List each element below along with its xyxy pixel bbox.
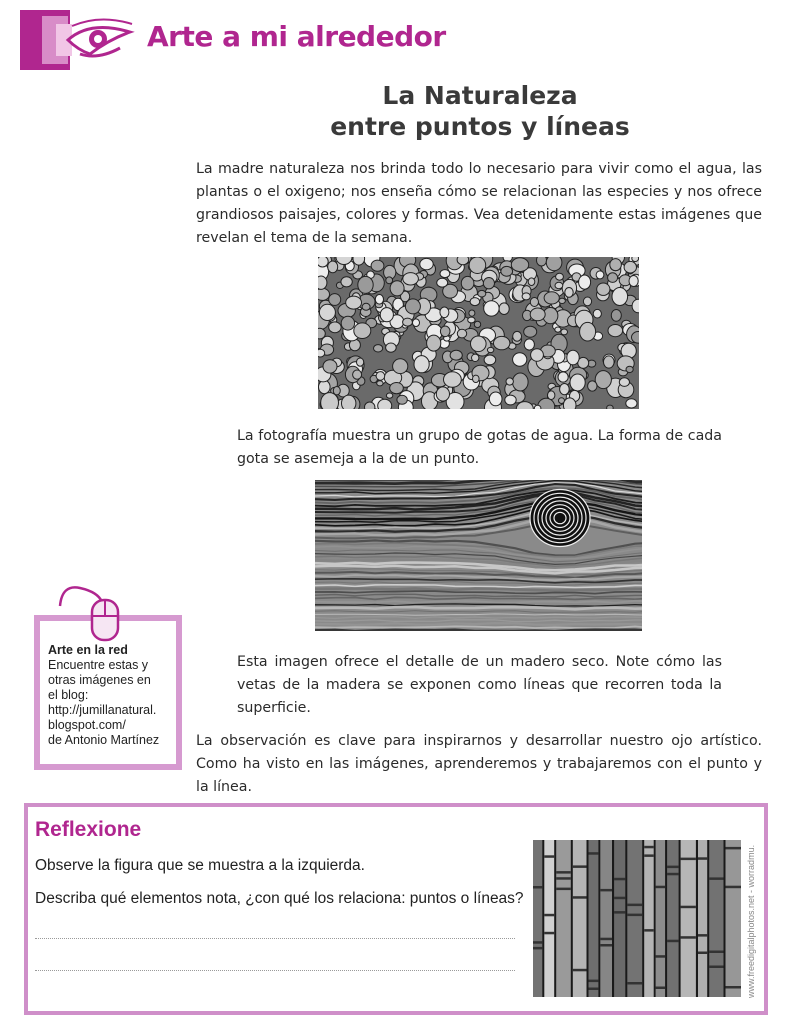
reflection-question: Describa qué elementos nota, ¿con qué los relaciona: puntos o líneas?	[35, 890, 524, 907]
lesson-title	[290, 80, 670, 142]
intro-paragraph: La madre naturaleza nos brinda todo lo necesario para vivir como el agua, las plantas o el oxigeno; nos enseña cómo se relacionan las especies y nos ofrece grandiosos paisajes, colores y formas. Vea detenidamente estas imágenes que revelan el tema de la semana.	[196, 161, 762, 246]
section-title: Arte a mi alrededor	[147, 20, 446, 53]
web-box-line: otras imágenes en	[48, 673, 151, 687]
web-box-line: Encuentre estas y	[48, 658, 149, 672]
web-box-author: de Antonio Martínez	[48, 733, 160, 747]
blog-link[interactable]: blogspot.com/	[48, 718, 126, 732]
reflection-title: Reflexione	[35, 818, 142, 841]
conclusion-paragraph: La observación es clave para inspirarnos y desarrollar nuestro ojo artístico. Como ha visto en las imágenes, aprenderemos y trabajaremos con el punto y la línea.	[196, 733, 762, 795]
lesson-title-line1: La Naturaleza	[382, 81, 578, 110]
bamboo-photo	[533, 840, 741, 997]
photo-credit: www.freedigitalphotos.net - worradmu.	[746, 844, 756, 998]
caption-dry-wood: Esta imagen ofrece el detalle de un madero seco. Note cómo las vetas de la madera se exponen como líneas que recorren toda la superficie.	[237, 654, 722, 716]
answer-line-2[interactable]	[35, 970, 515, 971]
lesson-title-line2: entre puntos y líneas	[330, 112, 630, 141]
web-box-title: Arte en la red	[48, 643, 128, 657]
computer-mouse-icon	[58, 580, 128, 642]
web-box-line: el blog:	[48, 688, 89, 702]
blog-link[interactable]: http://jumillanatural.	[48, 703, 157, 717]
section-logo-icon	[20, 10, 142, 70]
answer-line-1[interactable]	[35, 938, 515, 939]
dry-wood-photo	[315, 480, 642, 631]
reflection-instruction: Observe la figura que se muestra a la izquierda.	[35, 857, 365, 874]
caption-water-drops: La fotografía muestra un grupo de gotas de agua. La forma de cada gota se asemeja a la de un punto.	[237, 428, 722, 467]
water-drops-photo	[318, 257, 639, 409]
web-box-text	[48, 643, 178, 748]
